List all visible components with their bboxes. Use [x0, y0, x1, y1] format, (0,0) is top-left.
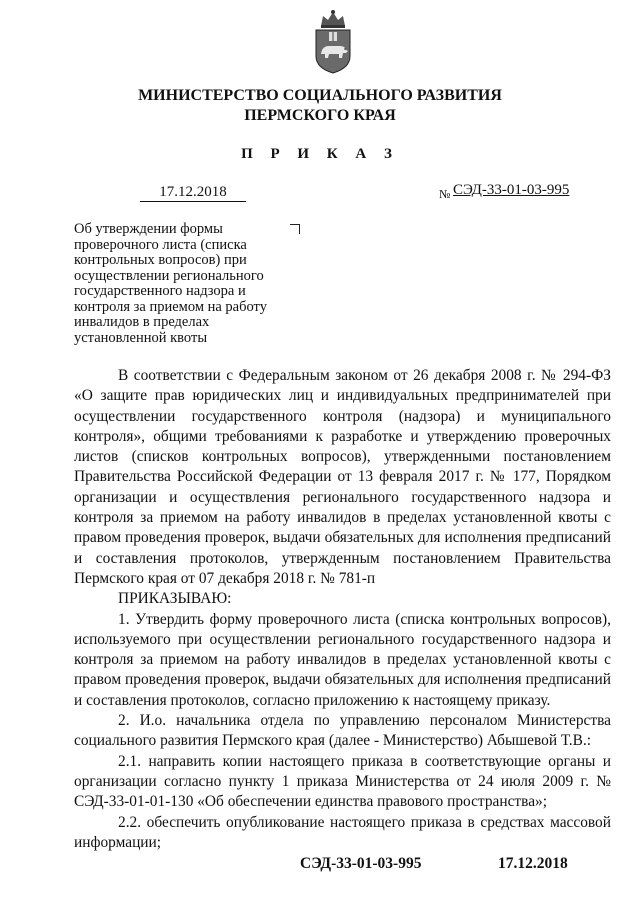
subject-line: установленной квоты [74, 329, 208, 346]
item-2-1-paragraph: 2.1. направить копии настоящего приказа в соответствующие органы и организации согласно пункту 1 приказа Министерства от 24 июля 2009 г. № СЭД-33-01-01-130 «Об обеспечении единства правового пространства»; [74, 752, 611, 811]
order-word: ПРИКАЗЫВАЮ: [118, 590, 232, 608]
number-sign: № [439, 187, 451, 201]
order-subject [74, 222, 304, 346]
subject-line: инвалидов в пределах [74, 314, 210, 330]
order-date: 17.12.2018 [140, 184, 246, 202]
subject-line: контрольных вопросов) при [74, 252, 247, 268]
item-2-paragraph: 2. И.о. начальника отдела по управлению персоналом Министерства социального развития Пермского края (далее - Министерство) Абышевой Т.В.: [74, 712, 611, 750]
coat-of-arms-icon [312, 8, 354, 74]
ministry-line-2: ПЕРМСКОГО КРАЯ [244, 107, 396, 124]
subject-line: государственного надзора и [74, 283, 246, 299]
order-number: СЭД-33-01-03-995 [453, 182, 570, 198]
subject-line: Об утверждении формы [74, 221, 223, 237]
item-1-paragraph: 1. Утвердить форму проверочного листа (списка контрольных вопросов), используемого при осуществлении регионального государственного надзора и контроля за приемом на работу инвалидов в пределах установленной квоты с правом проведения проверок, выдачи обязательных для исполнения предписаний и составления протоколов, согласно приложению к настоящему приказу. [74, 610, 611, 709]
ministry-name [0, 86, 640, 126]
footer-doc-number: СЭД-33-01-03-995 [300, 855, 422, 872]
subject-line: контроля за приемом на работу [74, 298, 267, 315]
item-2-2-paragraph: 2.2. обеспечить опубликование настоящего приказа в средствах массовой информации; [74, 813, 611, 851]
subject-line: проверочного листа (списка [74, 236, 247, 253]
order-title: П Р И К А З [241, 146, 399, 162]
order-body [74, 366, 611, 853]
footer-date: 17.12.2018 [498, 855, 568, 872]
preamble-paragraph: В соответствии с Федеральным законом от 26 декабря 2008 г. № 294-ФЗ «О защите прав юридических лиц и индивидуальных предпринимателей при осуществлении государственного контроля (надзора) и муниципального контроля», общими требованиями к разработке и утверждению проверочных листов (списков контрольных вопросов), утвержденными постановлением Правительства Российской Федерации от 13 февраля 2017 г. № 177, Порядком организации и осуществления регионального государственного надзора и контроля за приемом на работу инвалидов в пределах установленной квоты с правом проведения проверок, выдачи обязательных для исполнения предписаний и составления протоколов, утвержденным постановлением Правительства Пермского края от 07 декабря 2018 г. № 781-п [74, 367, 611, 587]
subject-corner-mark [290, 224, 300, 234]
ministry-line-1: МИНИСТЕРСТВО СОЦИАЛЬНОГО РАЗВИТИЯ [138, 87, 502, 104]
subject-line: осуществлении регионального [74, 267, 264, 284]
